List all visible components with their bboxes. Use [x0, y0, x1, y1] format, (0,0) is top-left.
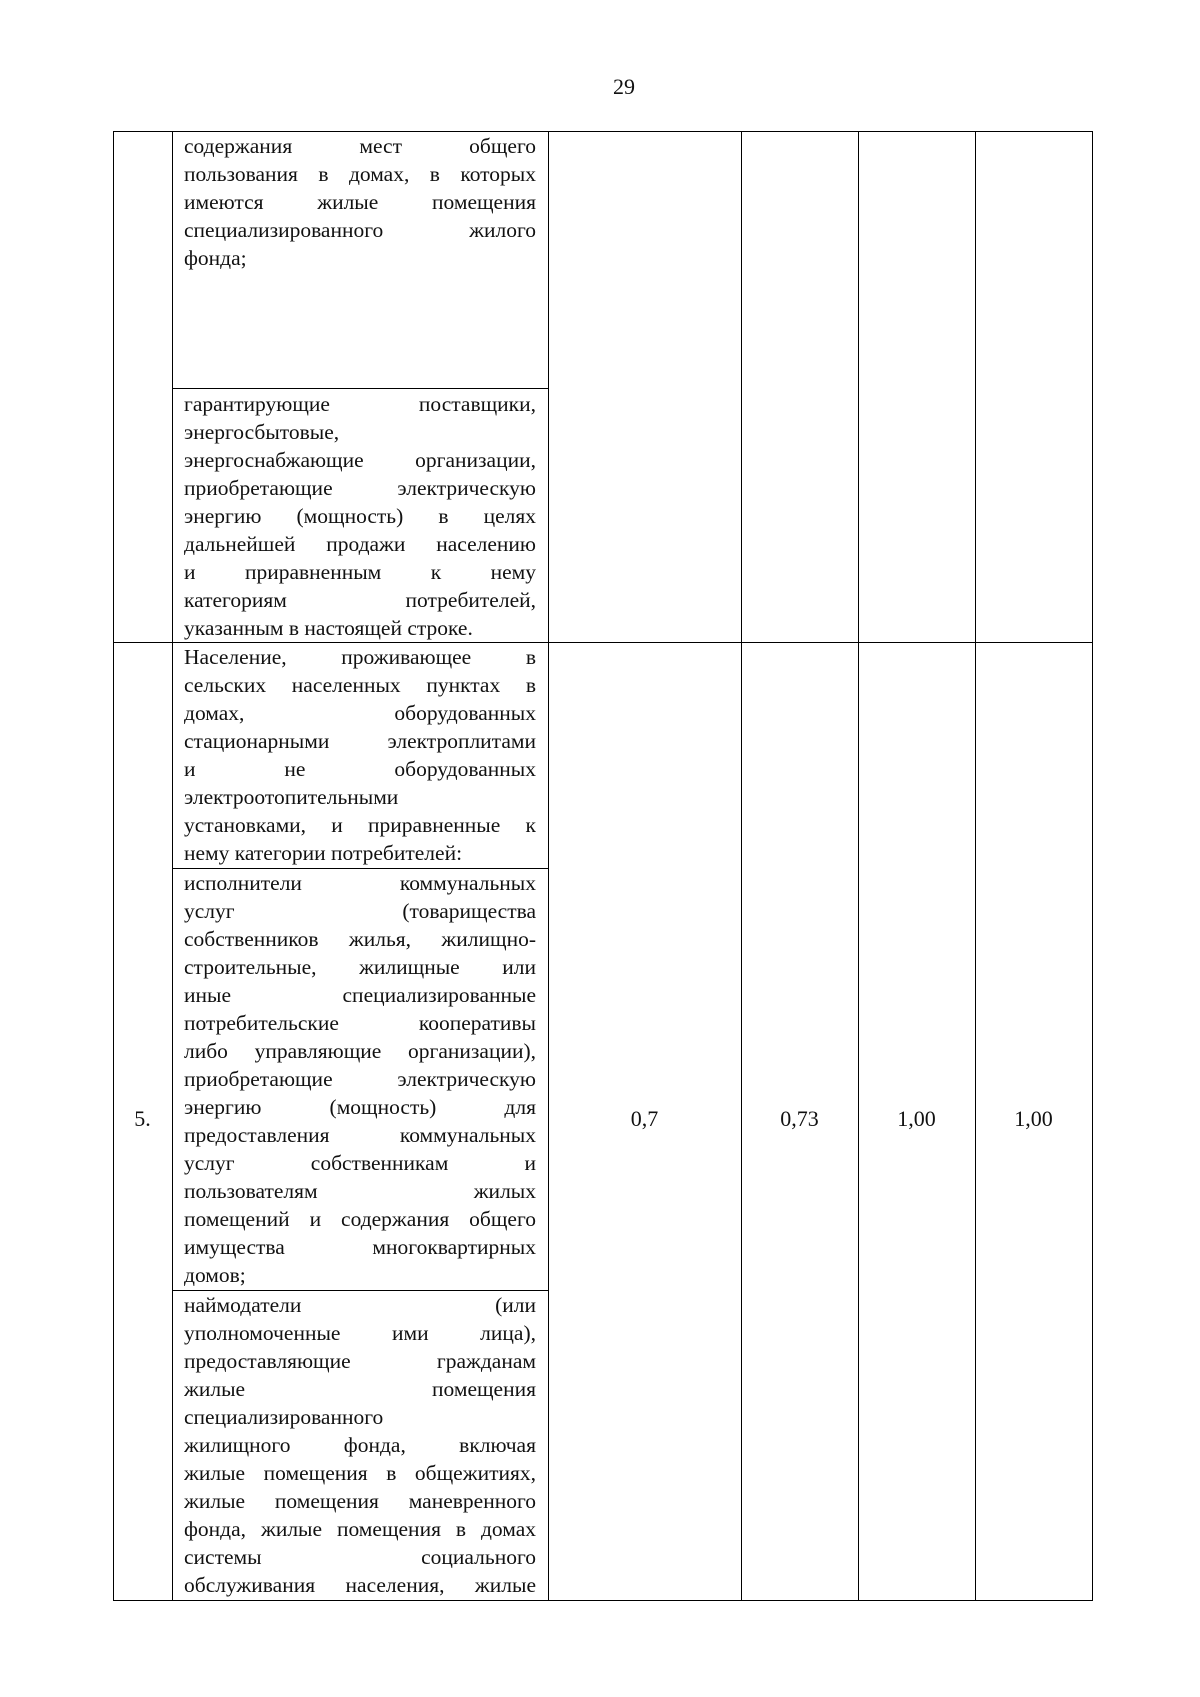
subrow-divider — [172, 388, 548, 389]
page-number: 29 — [613, 74, 635, 99]
row-5-text-3 — [184, 1291, 536, 1599]
text-line: жилые помещения — [184, 1377, 536, 1401]
text-line: специализированного жилого — [184, 218, 536, 242]
value-cell-3: 1,00 — [897, 1106, 936, 1131]
text-line: предоставляющие гражданам — [184, 1349, 536, 1373]
text-line: дальнейшей продажи населению — [184, 532, 536, 556]
text-line: имеются жилые помещения — [184, 190, 536, 214]
text-line: нему категории потребителей: — [184, 841, 463, 865]
row-5-text-2 — [184, 869, 536, 1289]
value-cell-2: 0,73 — [780, 1106, 819, 1131]
row-5-text-1 — [184, 643, 536, 867]
text-line: специализированного — [184, 1405, 384, 1429]
text-line: услуг собственникам и — [184, 1151, 536, 1175]
text-line: энергоснабжающие организации, — [184, 448, 536, 472]
text-line: имущества многоквартирных — [184, 1235, 536, 1259]
text-line: пользования в домах, в которых — [184, 162, 536, 186]
text-line: установками, и приравненные к — [184, 813, 536, 837]
text-line: домов; — [184, 1263, 246, 1287]
continued-row-text-2 — [184, 390, 536, 642]
column-divider — [548, 131, 549, 1601]
text-line: иные специализированные — [184, 983, 536, 1007]
text-line: домах, оборудованных — [184, 701, 536, 725]
text-line: энергию (мощность) в целях — [184, 504, 536, 528]
text-line: приобретающие электрическую — [184, 476, 536, 500]
column-divider — [975, 131, 976, 1601]
text-line: энергию (мощность) для — [184, 1095, 536, 1119]
text-line: указанным в настоящей строке. — [184, 616, 473, 640]
text-line: пользователям жилых — [184, 1179, 536, 1203]
text-line: либо управляющие организации), — [184, 1039, 536, 1063]
text-line: и приравненным к нему — [184, 560, 536, 584]
table-bottom-border — [113, 1600, 1092, 1601]
column-divider — [858, 131, 859, 1601]
text-line: жилищного фонда, включая — [184, 1433, 536, 1457]
text-line: жилые помещения маневренного — [184, 1489, 536, 1513]
text-line: уполномоченные ими лица), — [184, 1321, 536, 1345]
text-line: категориям потребителей, — [184, 588, 536, 612]
text-line: наймодатели (или — [184, 1293, 536, 1317]
value-cell-1: 0,7 — [630, 1106, 659, 1131]
value-cell-4: 1,00 — [1014, 1106, 1053, 1131]
text-line: строительные, жилищные или — [184, 955, 536, 979]
text-line: приобретающие электрическую — [184, 1067, 536, 1091]
text-line: и не оборудованных — [184, 757, 536, 781]
text-line: фонда, жилые помещения в домах — [184, 1517, 536, 1541]
text-line: Население, проживающее в — [184, 645, 536, 669]
text-line: содержания мест общего — [184, 134, 536, 158]
text-line: сельских населенных пунктах в — [184, 673, 536, 697]
text-line: фонда; — [184, 246, 247, 270]
table-left-border — [113, 131, 114, 1601]
row-number: 5. — [134, 1106, 151, 1131]
text-line: услуг (товарищества — [184, 899, 536, 923]
text-line: стационарными электроплитами — [184, 729, 536, 753]
text-line: жилые помещения в общежитиях, — [184, 1461, 536, 1485]
text-line: системы социального — [184, 1545, 536, 1569]
text-line: потребительские кооперативы — [184, 1011, 536, 1035]
column-divider — [741, 131, 742, 1601]
text-line: предоставления коммунальных — [184, 1123, 536, 1147]
text-line: обслуживания населения, жилые — [184, 1573, 536, 1597]
table-right-border — [1092, 131, 1093, 1601]
column-divider — [172, 131, 173, 1601]
text-line: электроотопительными — [184, 785, 399, 809]
text-line: энергосбытовые, — [184, 420, 340, 444]
text-line: собственников жилья, жилищно- — [184, 927, 536, 951]
text-line: помещений и содержания общего — [184, 1207, 536, 1231]
continued-row-text-1 — [184, 132, 536, 272]
text-line: гарантирующие поставщики, — [184, 392, 536, 416]
text-line: исполнители коммунальных — [184, 871, 536, 895]
